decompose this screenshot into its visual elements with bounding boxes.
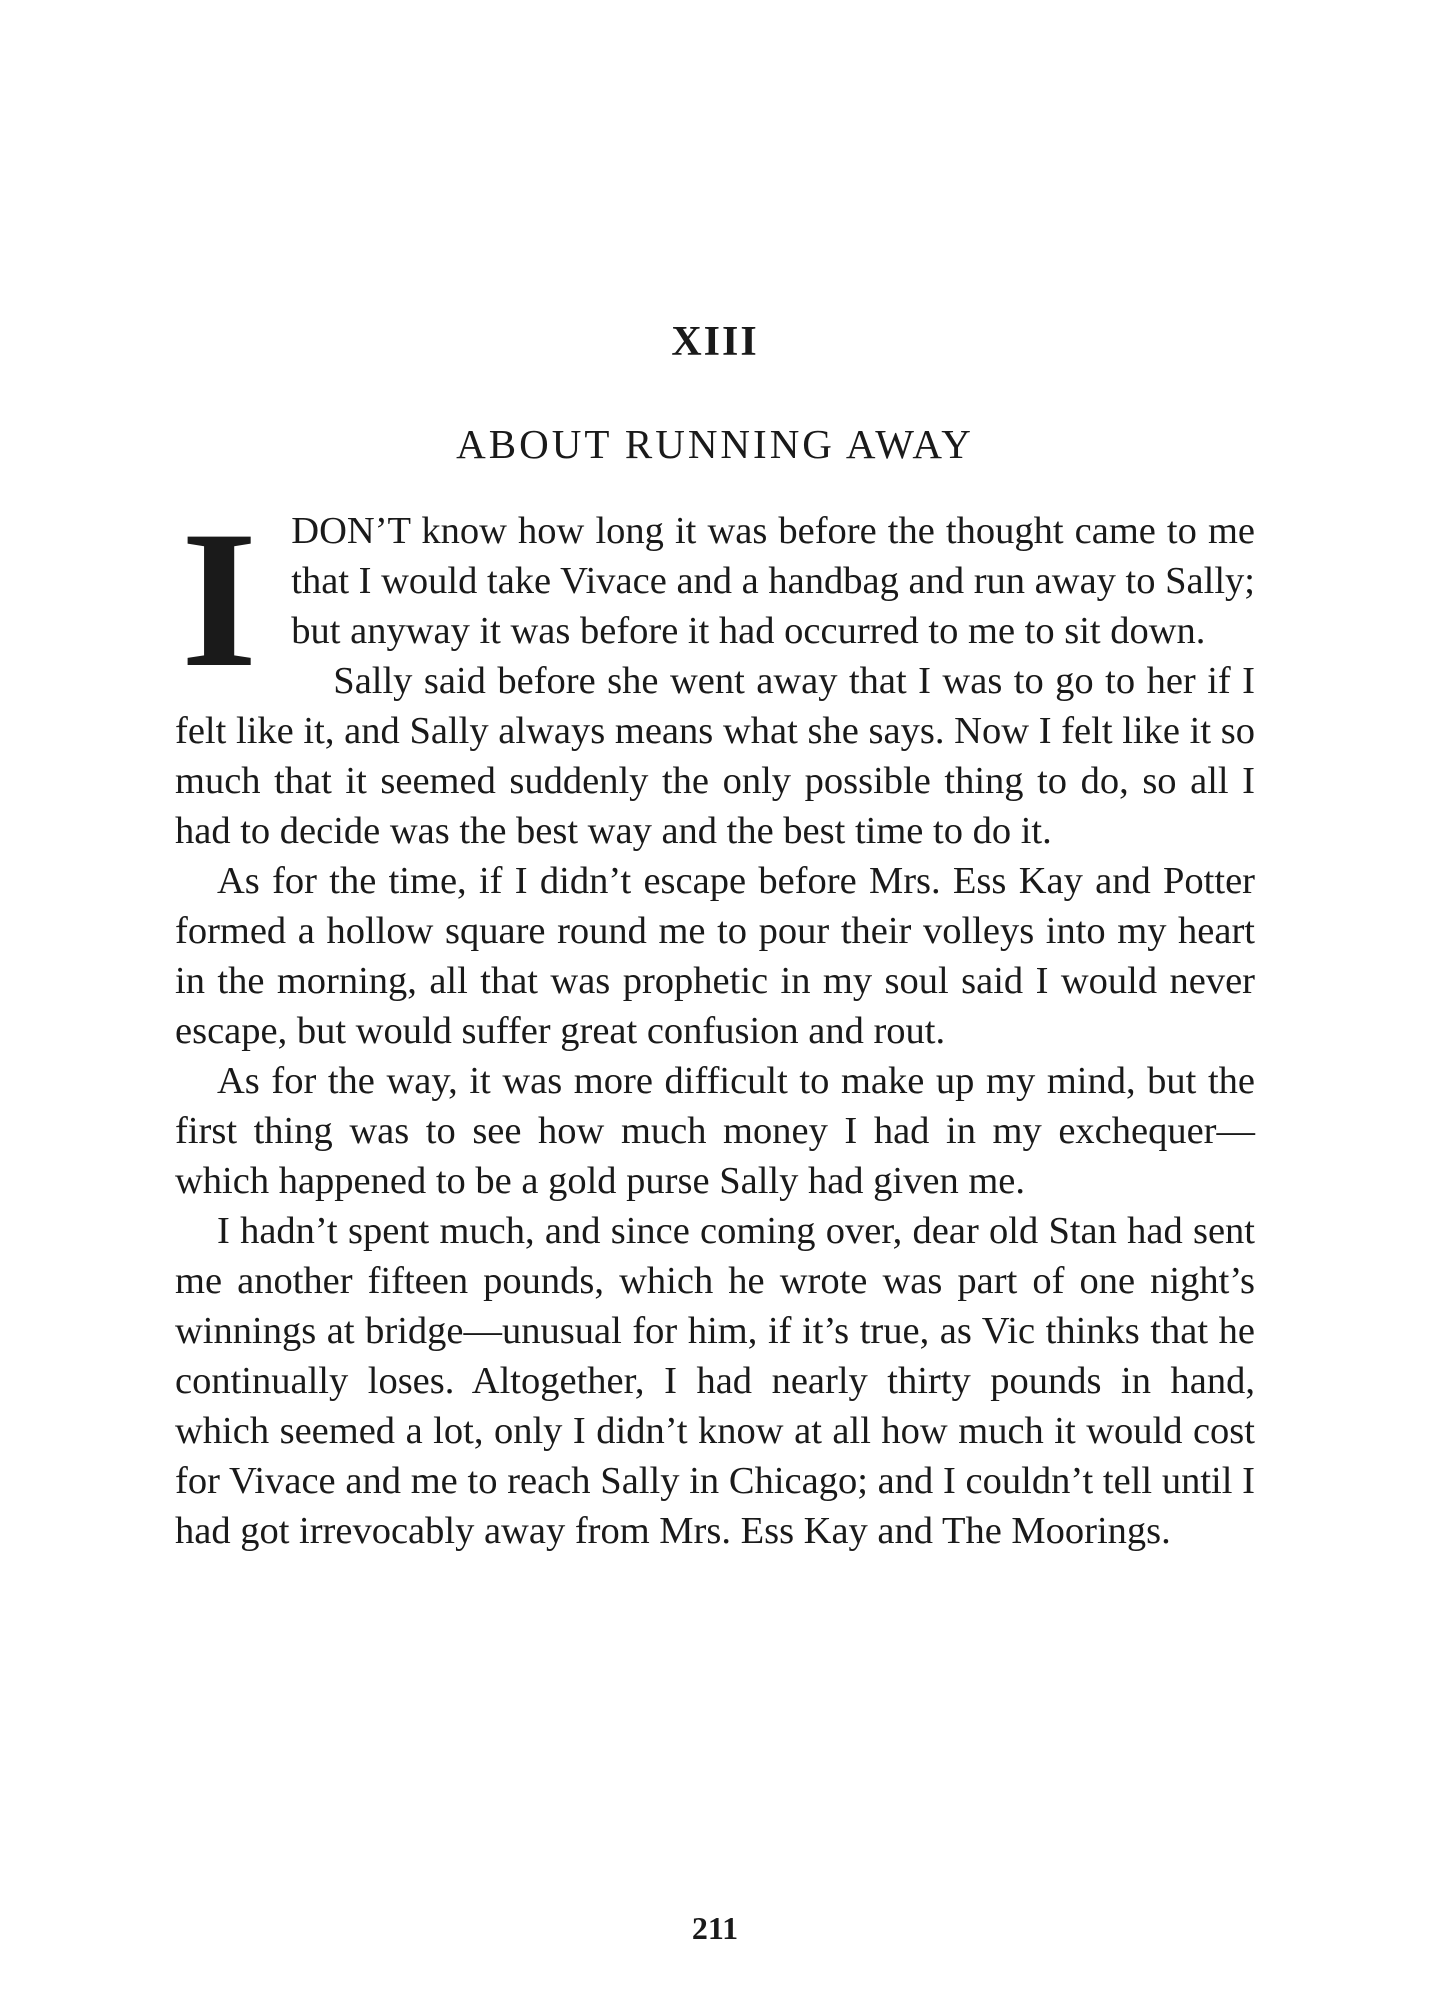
paragraph-2: Sally said before she went away that I was to go to her if I felt like it, and Sally always means what she says. Now I felt like it so much that it seemed suddenly the only possible thing to do, so all I had to decide was the best way and the best time to do it.: [175, 660, 1255, 852]
chapter-number: XIII: [671, 319, 759, 365]
drop-cap: I: [181, 491, 258, 708]
page-number: 211: [691, 1910, 739, 1946]
paragraph-5: I hadn’t spent much, and since coming over, dear old Stan had sent me another fifteen pounds, which he wrote was part of one night’s winnings at bridge—unusual for him, if it’s true, as Vic thinks that he continually loses. Altogether, I had nearly thirty pounds in hand, which seemed a lot, only I didn’t know at all how much it would cost for Vivace and me to reach Sally in Chicago; and I couldn’t tell until I had got irrevocably away from Mrs. Ess Kay and The Moorings.: [175, 1210, 1255, 1552]
paragraph-text: DON’T know how long it was before the thought came to me that I would take Vivace and a handbag and run away to Sally; but anyway it was before it had occurred to me to sit down.: [291, 510, 1255, 652]
paragraph-1: [175, 491, 1255, 708]
chapter-body: [175, 491, 1255, 1556]
chapter-title: ABOUT RUNNING AWAY: [456, 421, 974, 467]
paragraph-3: As for the time, if I didn’t escape before Mrs. Ess Kay and Potter formed a hollow square round me to pour their volleys into my heart in the morning, all that was prophetic in my soul said I would never escape, but would suffer great confusion and rout.: [175, 860, 1255, 1052]
paragraph-4: As for the way, it was more difficult to make up my mind, but the first thing was to see how much money I had in my exchequer—which happened to be a gold purse Sally had given me.: [175, 1060, 1255, 1202]
